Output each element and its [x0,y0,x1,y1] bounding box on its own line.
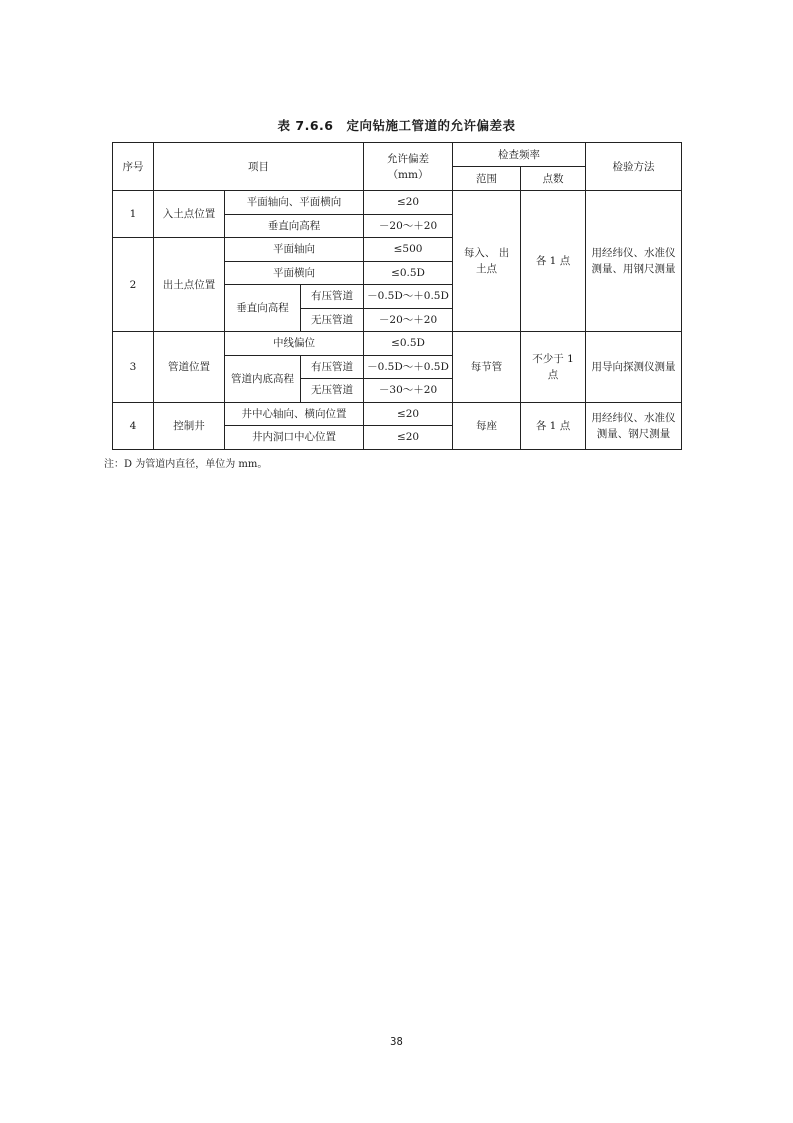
r3-range: 每节管 [453,332,521,403]
page-number: 38 [390,1036,403,1048]
header-points: 点数 [521,167,586,191]
r1-tol1: ≤20 [364,191,453,215]
r12-method [586,191,682,332]
r2-tol1: ≤500 [364,238,453,262]
r2-tol3b: －20～＋20 [364,308,453,332]
r4-range: 每座 [453,402,521,449]
r2-sub3b: 无压管道 [301,308,364,332]
r2-seq: 2 [113,238,154,332]
r4-method-line1: 用经纬仪、水准仪 [591,411,676,424]
table-row [113,332,682,356]
r2-sub2: 平面横向 [225,261,364,285]
r3-points-line1: 不少于 1 [532,352,574,365]
r2-tol3a: －0.5D～＋0.5D [364,285,453,309]
r4-seq: 4 [113,402,154,449]
r2-item: 出土点位置 [154,238,225,332]
r3-sub1: 中线偏位 [225,332,364,356]
r12-range-line1: 每入、 出 [463,247,510,259]
r12-method-line2: 测量、用钢尺测量 [591,263,676,275]
header-tolerance [364,143,453,191]
r3-sub2b: 无压管道 [301,379,364,403]
r4-method [586,402,682,449]
r1-sub1: 平面轴向、平面横向 [225,191,364,215]
r3-sub2a: 有压管道 [301,355,364,379]
r3-points-line2: 点 [547,368,559,381]
r1-seq: 1 [113,191,154,238]
r3-method: 用导向探测仪测量 [586,332,682,403]
r2-sub3a: 有压管道 [301,285,364,309]
r3-seq: 3 [113,332,154,403]
header-row-1 [113,143,682,167]
header-range: 范围 [453,167,521,191]
table-row [113,402,682,426]
r1-item: 入土点位置 [154,191,225,238]
r3-item: 管道位置 [154,332,225,403]
r4-tol1: ≤20 [364,402,453,426]
table-title: 表 7.6.6 定向钻施工管道的允许偏差表 [277,118,516,133]
table-note: 注：D 为管道内直径，单位为 mm。 [104,459,268,470]
r1-tol2: －20～＋20 [364,214,453,238]
r4-method-line2: 测量、钢尺测量 [596,427,671,440]
r1-sub2: 垂直向高程 [225,214,364,238]
tolerance-table [112,142,682,450]
r4-sub2: 井内洞口中心位置 [225,426,364,450]
r12-range [453,191,521,332]
header-tolerance-line2: （mm） [387,168,429,181]
r3-tol1: ≤0.5D [364,332,453,356]
r2-sub1: 平面轴向 [225,238,364,262]
r3-tol2b: －30～＋20 [364,379,453,403]
header-item: 项目 [154,143,364,191]
header-tolerance-line1: 允许偏差 [387,152,430,165]
table-row [113,191,682,215]
r4-item: 控制井 [154,402,225,449]
r12-points: 各 1 点 [521,191,586,332]
r4-sub1: 井中心轴向、横向位置 [225,402,364,426]
r3-points [521,332,586,403]
r4-points: 各 1 点 [521,402,586,449]
header-frequency: 检查频率 [453,143,586,167]
r3-tol2a: －0.5D～＋0.5D [364,355,453,379]
r2-sub3: 垂直向高程 [225,285,301,332]
header-seq: 序号 [113,143,154,191]
r12-method-line1: 用经纬仪、水准仪 [591,247,676,259]
r3-sub2: 管道内底高程 [225,355,301,402]
r12-range-line2: 土点 [476,263,498,275]
header-method: 检验方法 [586,143,682,191]
r2-tol2: ≤0.5D [364,261,453,285]
r4-tol2: ≤20 [364,426,453,450]
